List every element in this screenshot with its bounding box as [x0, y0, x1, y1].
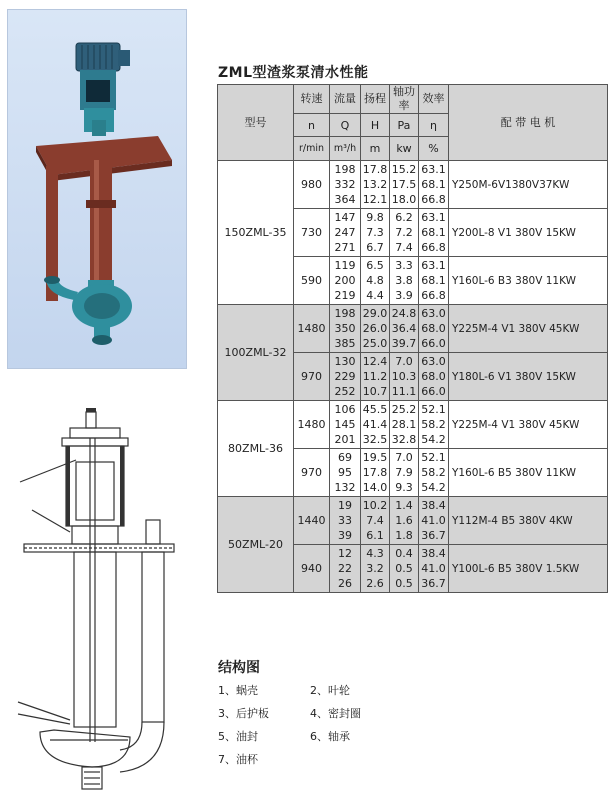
header-head-symbol: H: [361, 114, 390, 137]
header-head-unit: m: [361, 137, 390, 161]
head-value: 25.0: [362, 337, 388, 350]
eff-value: 36.7: [421, 577, 446, 590]
power-value: 7.0: [395, 451, 413, 464]
head-value: 19.5: [362, 451, 388, 464]
eff-value: 63.0: [421, 355, 446, 368]
flow-value: 119: [334, 259, 356, 272]
head-cell: [361, 401, 390, 449]
eff-value: 63.1: [421, 211, 446, 224]
speed-cell: 970: [294, 449, 330, 497]
flow-value: 350: [334, 322, 356, 335]
power-value: 0.5: [395, 577, 413, 590]
legend-item: 3、后护板: [218, 707, 269, 720]
speed-cell: 590: [294, 257, 330, 305]
power-value: 1.4: [395, 499, 413, 512]
eff-cell: [419, 257, 449, 305]
power-value: 17.5: [391, 178, 417, 191]
eff-cell: [419, 401, 449, 449]
power-cell: [390, 497, 419, 545]
legend-item: 2、叶轮: [310, 684, 350, 697]
flow-value: 95: [338, 466, 352, 479]
flow-cell: [330, 353, 361, 401]
flow-value: 219: [334, 289, 356, 302]
structure-drawing: [10, 402, 195, 794]
head-cell: [361, 161, 390, 209]
model-cell: 80ZML-36: [218, 401, 294, 497]
legend-item: 5、油封: [218, 730, 258, 743]
head-value: 7.4: [366, 514, 384, 527]
power-value: 7.4: [395, 241, 413, 254]
motor-cell: Y225M-4 V1 380V 45KW: [449, 305, 608, 353]
power-value: 3.9: [395, 289, 413, 302]
flow-value: 252: [334, 385, 356, 398]
page-title: ZML型渣浆泵清水性能: [218, 65, 369, 81]
head-value: 32.5: [362, 433, 388, 446]
head-value: 4.4: [366, 289, 384, 302]
flow-value: 198: [334, 163, 356, 176]
speed-cell: 1440: [294, 497, 330, 545]
head-value: 7.3: [366, 226, 384, 239]
head-cell: [361, 449, 390, 497]
pump-photo: [7, 9, 187, 369]
power-value: 1.8: [395, 529, 413, 542]
flow-value: 106: [334, 403, 356, 416]
head-value: 11.2: [362, 370, 388, 383]
head-value: 14.0: [362, 481, 388, 494]
speed-cell: 1480: [294, 305, 330, 353]
performance-body: [218, 161, 608, 593]
flow-value: 19: [338, 499, 352, 512]
head-cell: [361, 545, 390, 593]
flow-value: 332: [334, 178, 356, 191]
head-value: 29.0: [362, 307, 388, 320]
table-row: [218, 161, 608, 209]
motor-cell: Y100L-6 B5 380V 1.5KW: [449, 545, 608, 593]
head-value: 17.8: [362, 163, 388, 176]
flow-value: 33: [338, 514, 352, 527]
pump-section-diagram: [10, 402, 195, 794]
eff-cell: [419, 545, 449, 593]
power-cell: [390, 401, 419, 449]
eff-value: 54.2: [421, 433, 446, 446]
flow-value: 12: [338, 547, 352, 560]
power-cell: [390, 545, 419, 593]
header-head: 扬程: [361, 85, 390, 114]
head-value: 6.7: [366, 241, 384, 254]
flow-cell: [330, 497, 361, 545]
head-value: 26.0: [362, 322, 388, 335]
power-cell: [390, 305, 419, 353]
head-value: 41.4: [362, 418, 388, 431]
header-power: 轴功率: [390, 85, 419, 114]
power-value: 39.7: [391, 337, 417, 350]
power-value: 3.3: [395, 259, 413, 272]
model-cell: 150ZML-35: [218, 161, 294, 305]
eff-cell: [419, 161, 449, 209]
flow-value: 26: [338, 577, 352, 590]
eff-value: 36.7: [421, 529, 446, 542]
head-value: 13.2: [362, 178, 388, 191]
header-model: 型号: [218, 85, 294, 161]
header-eff: 效率: [419, 85, 449, 114]
head-value: 10.7: [362, 385, 388, 398]
eff-value: 68.1: [421, 274, 446, 287]
table-row: [218, 305, 608, 353]
flow-value: 145: [334, 418, 356, 431]
legend-item: 7、油杯: [218, 753, 258, 766]
head-value: 17.8: [362, 466, 388, 479]
flow-value: 22: [338, 562, 352, 575]
legend-item: 1、蜗壳: [218, 684, 258, 697]
eff-value: 38.4: [421, 547, 446, 560]
head-value: 4.3: [366, 547, 384, 560]
eff-value: 58.2: [421, 466, 446, 479]
speed-cell: 940: [294, 545, 330, 593]
header-eff-symbol: η: [419, 114, 449, 137]
eff-value: 52.1: [421, 451, 446, 464]
speed-cell: 980: [294, 161, 330, 209]
eff-cell: [419, 209, 449, 257]
eff-value: 66.0: [421, 337, 446, 350]
flow-cell: [330, 305, 361, 353]
eff-value: 41.0: [421, 514, 446, 527]
head-value: 12.1: [362, 193, 388, 206]
power-value: 10.3: [391, 370, 417, 383]
eff-value: 68.0: [421, 322, 446, 335]
eff-value: 63.0: [421, 307, 446, 320]
flow-value: 130: [334, 355, 356, 368]
speed-cell: 970: [294, 353, 330, 401]
speed-cell: 1480: [294, 401, 330, 449]
flow-value: 69: [338, 451, 352, 464]
header-flow: 流量: [330, 85, 361, 114]
power-value: 25.2: [391, 403, 417, 416]
power-cell: [390, 257, 419, 305]
head-value: 6.5: [366, 259, 384, 272]
flow-value: 229: [334, 370, 356, 383]
power-value: 0.5: [395, 562, 413, 575]
motor-cell: Y200L-8 V1 380V 15KW: [449, 209, 608, 257]
head-value: 2.6: [366, 577, 384, 590]
eff-value: 68.1: [421, 226, 446, 239]
flow-value: 385: [334, 337, 356, 350]
eff-value: 63.1: [421, 163, 446, 176]
flow-value: 247: [334, 226, 356, 239]
power-value: 7.9: [395, 466, 413, 479]
motor-cell: Y112M-4 B5 380V 4KW: [449, 497, 608, 545]
power-value: 3.8: [395, 274, 413, 287]
header-power-symbol: Pa: [390, 114, 419, 137]
power-value: 6.2: [395, 211, 413, 224]
head-value: 6.1: [366, 529, 384, 542]
flow-value: 132: [334, 481, 356, 494]
eff-value: 68.0: [421, 370, 446, 383]
eff-value: 38.4: [421, 499, 446, 512]
flow-value: 364: [334, 193, 356, 206]
power-value: 9.3: [395, 481, 413, 494]
table-row: [218, 497, 608, 545]
eff-cell: [419, 497, 449, 545]
motor-cell: Y180L-6 V1 380V 15KW: [449, 353, 608, 401]
power-cell: [390, 353, 419, 401]
head-cell: [361, 257, 390, 305]
flow-cell: [330, 257, 361, 305]
head-value: 3.2: [366, 562, 384, 575]
flow-cell: [330, 449, 361, 497]
power-value: 0.4: [395, 547, 413, 560]
motor-cell: Y250M-6V1380V37KW: [449, 161, 608, 209]
eff-cell: [419, 353, 449, 401]
flow-value: 147: [334, 211, 356, 224]
head-value: 4.8: [366, 274, 384, 287]
eff-value: 63.1: [421, 259, 446, 272]
header-motor: 配 带 电 机: [449, 85, 608, 161]
header-flow-symbol: Q: [330, 114, 361, 137]
power-value: 1.6: [395, 514, 413, 527]
head-cell: [361, 353, 390, 401]
power-value: 7.2: [395, 226, 413, 239]
flow-cell: [330, 161, 361, 209]
header-speed-unit: r/min: [294, 137, 330, 161]
head-value: 45.5: [362, 403, 388, 416]
eff-value: 58.2: [421, 418, 446, 431]
flow-value: 39: [338, 529, 352, 542]
power-value: 36.4: [391, 322, 417, 335]
motor-cell: Y225M-4 V1 380V 45KW: [449, 401, 608, 449]
flow-value: 271: [334, 241, 356, 254]
flow-cell: [330, 401, 361, 449]
head-value: 10.2: [362, 499, 388, 512]
flow-value: 198: [334, 307, 356, 320]
power-value: 24.8: [391, 307, 417, 320]
header-power-unit: kw: [390, 137, 419, 161]
head-cell: [361, 497, 390, 545]
header-eff-unit: %: [419, 137, 449, 161]
eff-value: 41.0: [421, 562, 446, 575]
eff-value: 68.1: [421, 178, 446, 191]
model-cell: 100ZML-32: [218, 305, 294, 401]
power-cell: [390, 209, 419, 257]
header-flow-unit: m³/h: [330, 137, 361, 161]
flow-value: 201: [334, 433, 356, 446]
head-value: 9.8: [366, 211, 384, 224]
flow-cell: [330, 209, 361, 257]
header-speed: 转速: [294, 85, 330, 114]
motor-cell: Y160L-6 B3 380V 11KW: [449, 257, 608, 305]
legend-item: 4、密封圈: [310, 707, 361, 720]
power-cell: [390, 161, 419, 209]
power-value: 11.1: [391, 385, 417, 398]
head-value: 12.4: [362, 355, 388, 368]
eff-cell: [419, 449, 449, 497]
power-value: 18.0: [391, 193, 417, 206]
power-value: 15.2: [391, 163, 417, 176]
power-value: 32.8: [391, 433, 417, 446]
pump-illustration: [8, 10, 186, 368]
performance-table: [217, 84, 608, 593]
head-cell: [361, 209, 390, 257]
eff-cell: [419, 305, 449, 353]
motor-cell: Y160L-6 B5 380V 11KW: [449, 449, 608, 497]
model-cell: 50ZML-20: [218, 497, 294, 593]
structure-title: 结构图: [218, 660, 260, 676]
flow-value: 200: [334, 274, 356, 287]
head-cell: [361, 305, 390, 353]
header-speed-symbol: n: [294, 114, 330, 137]
legend-item: 6、轴承: [310, 730, 350, 743]
eff-value: 66.0: [421, 385, 446, 398]
power-cell: [390, 449, 419, 497]
eff-value: 66.8: [421, 193, 446, 206]
power-value: 28.1: [391, 418, 417, 431]
power-value: 7.0: [395, 355, 413, 368]
eff-value: 52.1: [421, 403, 446, 416]
eff-value: 66.8: [421, 241, 446, 254]
flow-cell: [330, 545, 361, 593]
eff-value: 54.2: [421, 481, 446, 494]
speed-cell: 730: [294, 209, 330, 257]
eff-value: 66.8: [421, 289, 446, 302]
table-row: [218, 401, 608, 449]
